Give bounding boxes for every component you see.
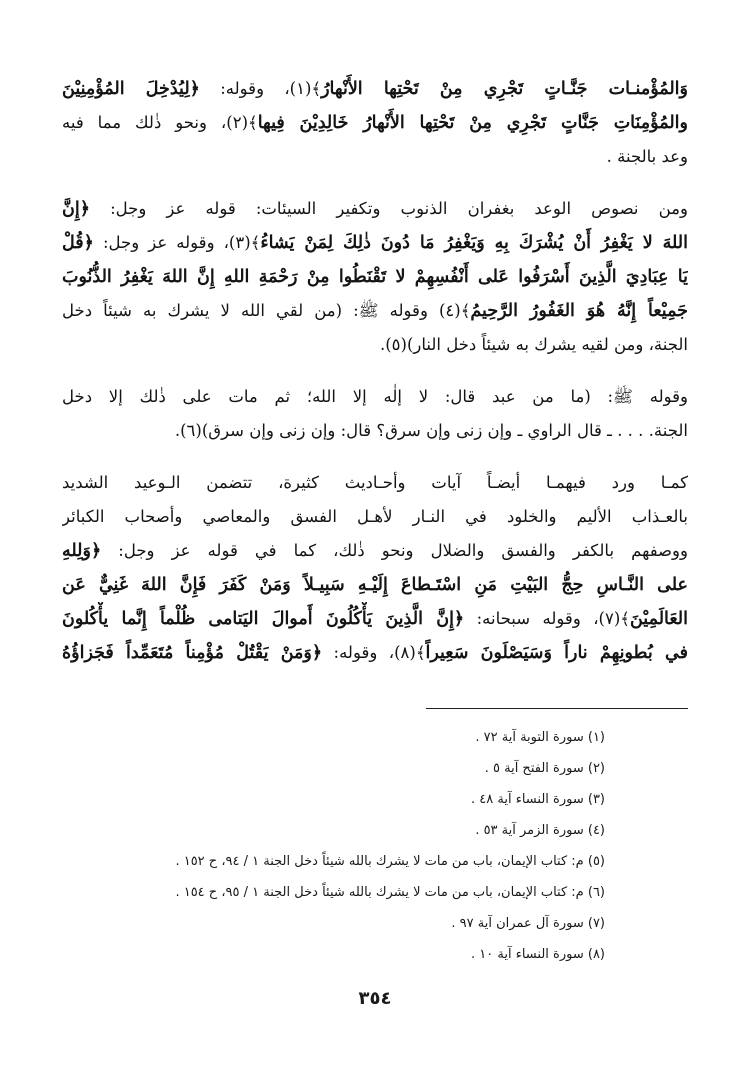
text-span: ﴾(٧)، وقوله سبحانه: [464, 609, 630, 628]
footnotes [45, 722, 605, 970]
text-line [62, 72, 688, 106]
quran-text: العَالَمِيْنَ [629, 609, 688, 629]
quran-text: ﴿وَلِلهِ [62, 541, 102, 561]
footnote: (٨) سورة النساء آية ١٠ . [471, 947, 605, 962]
paragraph [62, 466, 688, 670]
text-line [62, 568, 688, 602]
text-line [62, 380, 688, 414]
text-span: ﴾(٢)، ونحو ذٰلك مما فيه [62, 113, 258, 132]
text-span: ﴾(٤) وقوله ﷺ: (من لقي الله لا يشرك به شيئاً دخل [62, 301, 471, 320]
quran-text: على النَّـاسِ حِجُّ البَيْتِ مَنِ اسْتَـطاعَ إِلَيْـهِ سَبِيـلاً وَمَنْ كَفَرَ فَإِنَّ اللهَ غَنِيٌّ عَن [62, 575, 688, 595]
text-line [62, 192, 688, 226]
quran-text: في بُطونِهِمْ ناراً وَسَيَصْلَونَ سَعِيراً [425, 643, 688, 663]
footnote: (٦) م: كتاب الإيمان، باب من مات لا يشرك بالله شيئاً دخل الجنة ١ / ٩٥، ح ١٥٤ . [175, 885, 605, 900]
text-line [62, 602, 688, 636]
text-line [62, 534, 688, 568]
text-line [62, 500, 688, 534]
text-span: الجنة، ومن لقيه يشرك به شيئاً دخل النار)(٥). [379, 335, 688, 354]
text-line [62, 328, 688, 362]
text-span: الجنة. . . . ـ قال الراوي ـ وإن زنى وإن سرق؟ قال: وإن زنى وإن سرق)(٦). [174, 421, 688, 440]
quran-text: اللهَ لا يَغْفِرُ أَنْ يُشْرَكَ بِهِ وَيَغْفِرُ مَا دُونَ ذٰلِكَ لِمَنْ يَشاءُ [260, 233, 688, 253]
text-span: كمـا ورد فيهمـا أيضـاً آيات وأحـاديث كثيرة، تتضمن الـوعيد الشديد [62, 473, 688, 492]
text-line [62, 466, 688, 500]
text-line [62, 260, 688, 294]
text-span: وعد بالجنة . [606, 147, 688, 166]
text-line [62, 140, 688, 174]
page-number: ٣٥٤ [358, 988, 392, 1009]
footnote-divider [426, 708, 688, 709]
quran-text: يَا عِبَادِيَ الَّذِينَ أَسْرَفُوا عَلى أَنْفُسِهِمْ لا تَقْنَطُوا مِنْ رَحْمَةِ اللهِ إِنَّ اللهَ يَغْفِرُ الذُّنُوبَ [62, 267, 688, 287]
quran-text: ﴿لِيُدْخِلَ المُؤْمِنِيْنَ [62, 79, 200, 99]
text-span: ووصفهم بالكفر والفسق والضلال ونحو ذٰلك، كما في قوله عز وجل: [101, 541, 688, 560]
paragraph [62, 192, 688, 362]
footnote: (٧) سورة آل عمران آية ٩٧ . [451, 916, 605, 931]
footnote: (٥) م: كتاب الإيمان، باب من مات لا يشرك بالله شيئاً دخل الجنة ١ / ٩٤، ح ١٥٢ . [175, 854, 605, 869]
quran-text: ﴿وَمَنْ يَقْتُلْ مُؤْمِناً مُتَعَمِّداً فَجَزاؤُهُ [62, 643, 323, 663]
text-span: ﴾(٨)، وقوله: [322, 643, 426, 662]
text-line [62, 294, 688, 328]
text-line [62, 106, 688, 140]
quran-text: ﴿إِنَّ [62, 199, 90, 219]
footnote: (٢) سورة الفتح آية ٥ . [484, 761, 605, 776]
quran-text: ﴿قُلْ [62, 233, 94, 253]
paragraph [62, 380, 688, 448]
quran-text: وَالمُؤْمنـات جَنَّـاتٍ تَجْرِي مِنْ تَحْتِها الأَنْهارُ [321, 79, 688, 99]
text-span: ومن نصوص الوعد بغفران الذنوب وتكفير السيئات: قوله عز وجل: [89, 199, 688, 218]
quran-text: ﴿إِنَّ الَّذِينَ يَأْكُلُونَ أَموالَ اليَتامى ظُلْماً إِنَّما يأْكُلونَ [62, 609, 465, 629]
text-line [62, 226, 688, 260]
quran-text: جَمِيْعاً إِنَّهُ هُوَ الغَفُورُ الرَّحِيمُ [470, 301, 688, 321]
text-line [62, 414, 688, 448]
text-span: وقوله ﷺ: (ما من عبد قال: لا إلٰه إلا الله؛ ثم مات على ذٰلك إلا دخل [62, 387, 688, 406]
footnote: (٣) سورة النساء آية ٤٨ . [471, 792, 605, 807]
text-line [62, 636, 688, 670]
footnote: (٤) سورة الزمر آية ٥٣ . [475, 823, 605, 838]
quran-text: والمُؤْمِنَاتِ جَنَّاتٍ تَجْرِي مِنْ تَحْتِها الأَنْهارُ خَالِدِيْنَ فِيها [257, 113, 688, 133]
text-span: بالعـذاب الأليم والخلود في النـار لأهـل الفسق والمعاصي وأصحاب الكبائر [62, 507, 688, 526]
footnote: (١) سورة التوبة آية ٧٢ . [475, 730, 605, 745]
page-body [62, 72, 688, 688]
paragraph [62, 72, 688, 174]
text-span: ﴾(١)، وقوله: [199, 79, 322, 98]
text-span: ﴾(٣)، وقوله عز وجل: [93, 233, 261, 252]
